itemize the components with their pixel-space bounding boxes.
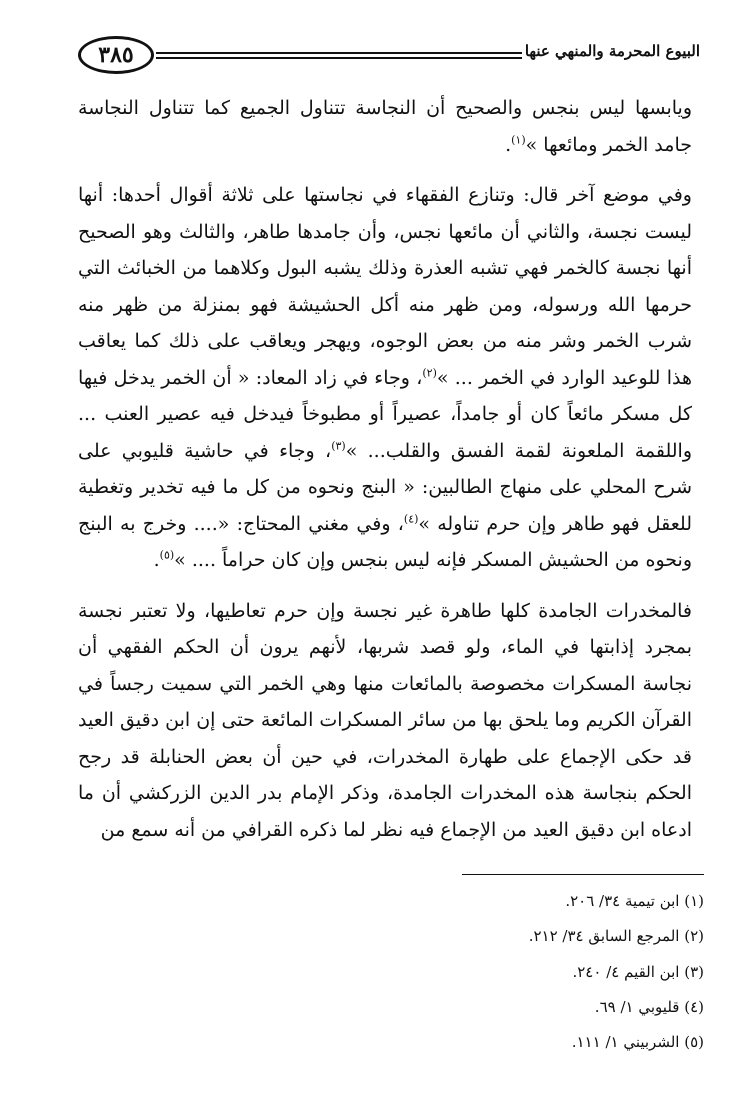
footnote-item: (٣) ابن القيم ٤/ ٢٤٠. [572,962,704,981]
text-segment: . [505,133,512,156]
text-segment: ، وجاء في حاشية قليوبي على شرح المحلي على منهاج الطالبين: « البنج ونحوه من كل ما فيه تخدير وتغطية للعقل فهو طاهر وإن حرم تناوله » [78,439,692,535]
main-text [78,90,692,848]
footnote-ref: (٣) [331,439,346,453]
footnote-separator [462,874,704,875]
header-rule [156,52,522,54]
paragraph [78,177,692,579]
page-header [72,36,700,78]
paragraph-gap [78,579,692,593]
text-segment: فالمخدرات الجامدة كلها طاهرة غير نجسة وإن حرم تعاطيها، ولا تعتبر نجسة بمجرد إذابتها في الماء، ولو قصد شربها، لأنهم يرون أن الحكم الفقهي أن نجاسة المسكرات مخصوصة بالمائعات منها وهي الخمر التي سميت رجساً في القرآن الكريم وما يلحق بها من سائر المسكرات المائعة حتى إن ابن دقيق العيد قد حكى الإجماع على طهارة المخدرات، في حين أن بعض الحنابلة قد رجح الحكم بنجاسة هذه المخدرات الجامدة، وذكر الإمام بدر الدين الزركشي أن ما ادعاه ابن دقيق العيد من الإجماع فيه نظر لما ذكره القرافي من أنه سمع من [78,599,693,841]
text-segment: ويابسها ليس بنجس والصحيح أن النجاسة تتناول الجميع كما تتناول النجاسة جامد الخمر ومائعها » [78,97,692,156]
footnote-item: (٤) قليوبي ١/ ٦٩. [594,997,704,1016]
running-title: البيوع المحرمة والمنهي عنها [524,42,700,60]
footnote-ref: (٤) [403,512,419,526]
paragraph [78,593,692,849]
header-rule [156,57,522,59]
text-segment: ، وجاء في زاد المعاد: « أن الخمر يدخل فيها كل مسكر مائعاً كان أو جامداً، عصيراً أو مطبوخاً فيدخل فيه عصير العنب ... واللقمة الملعونة لقمة الفسق والقلب... » [78,366,693,462]
text-segment: ، وفي مغني المحتاج: «.... وخرج به البنج ونحوه من الحشيش المسكر فإنه ليس بنجس وإن كان حراماً .... » [78,512,692,571]
page-number: ٣٨٥ [78,36,154,74]
footnote-item: (٢) المرجع السابق ٣٤/ ٢١٢. [528,927,704,946]
footnote-ref: (٥) [159,548,175,562]
text-segment: وفي موضع آخر قال: وتنازع الفقهاء في نجاستها على ثلاثة أقوال أحدها: أنها ليست نجسة، والثاني أن مائعها نجس، وأن جامدها طاهر، والثالث وهو الصحيح أنها نجسة كالخمر فهي تشبه العذرة وذلك يشبه البول وكلاهما من الخبائث التي حرمها الله ورسوله، ومن ظهر منه أكل الحشيشة فهو بمنزلة من ظهر منه شرب الخمر وشر منه من بعض الوجوه، ويهجر ويعاقب على ذلك كما يعاقب هذا للوعيد الوارد في الخمر ... » [78,184,692,389]
text-segment: . [153,549,160,571]
paragraph-gap [78,163,692,177]
footnote-ref: (١) [511,133,526,147]
paragraph [78,90,692,163]
footnote-item: (١) ابن تيمية ٣٤/ ٢٠٦. [565,892,704,910]
footnotes-list [300,884,704,1060]
footnote-item: (٥) الشربيني ١/ ١١١. [571,1033,704,1052]
footnote-ref: (٢) [422,366,437,380]
